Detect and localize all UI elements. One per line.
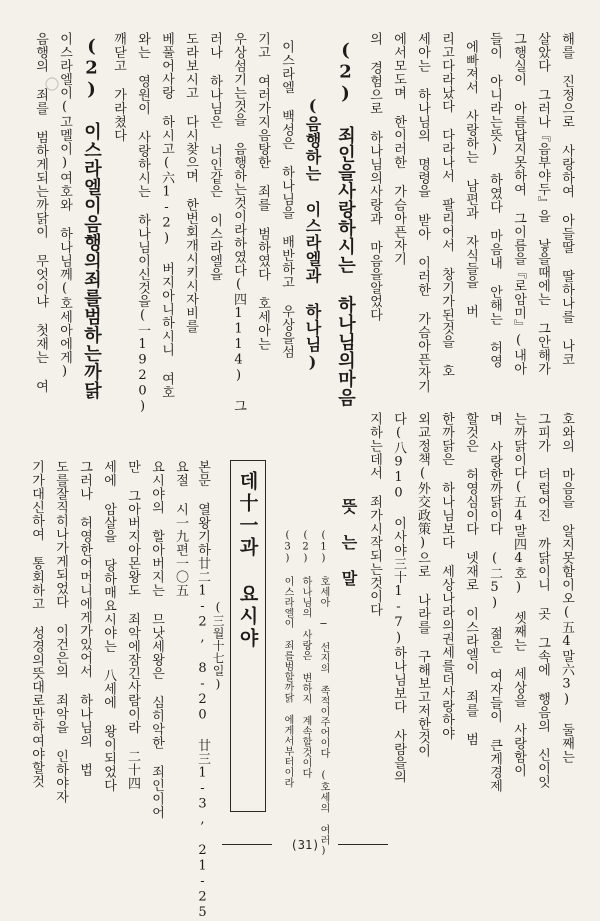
text-column: 베풀어사랑 하시고(六1-2) 버지아니하시니 여호 [159, 32, 174, 399]
text-column: 기가대신하여 통회하고 성경의뜻대로만하여야할것 [29, 460, 44, 788]
lesson-title-box [230, 460, 266, 812]
text-column: 며 사랑한까닭이다 (二5) 젊은 여자들이 큰게경제 [487, 412, 502, 793]
section-subheading: (음행하는 이스라엘과 하나님) [303, 96, 322, 372]
text-column: 이스라엘 백성은 하나님을 배반하고 우상을섬 [279, 40, 294, 359]
glossary-item: (3) 이스라엘이 죄를범할까닭 에게서부터이라 [282, 530, 293, 788]
text-column: 는까닭이다(五4말四4호) 셋째는 세상을 사랑함이 [511, 412, 526, 777]
text-column: 외교정책(外交政策)으로 나라를 구해보고저한것이 [415, 412, 430, 758]
text-column: 해를 진정으로 사랑하여 아들딸 딸하나를 나코 [559, 32, 574, 366]
glossary-title: 뜻 는 말 [339, 498, 358, 587]
text-column: 에서모도며 한이러한 가슴아픈자기 [391, 32, 406, 266]
text-column: 깨닫고 가라쳤다 [111, 32, 126, 142]
lesson-title: 데十一과 요시야 [236, 471, 259, 650]
text-column: 그피가 더럽어진 까닭이니 곳 그속에 행음의 신이잇 [535, 412, 550, 789]
section-heading: (2) 죄인을사랑하시는 하나님의마음 [335, 40, 356, 407]
text-column: 그러나 허영한어머니에게가있어서 하나님의 법 [77, 460, 92, 777]
text-column: 호와의 마음을 알지못함이오(五4말六3) 둘째는 [559, 412, 574, 764]
text-column: 이스라엘이(고멜이)여호와 하나님께(호세아에게) [57, 32, 72, 380]
text-column: 기고 여러가지음탕한 죄를 범하였다 호세아는 [255, 32, 270, 351]
text-column: 에빠져서 사랑하는 남편과 자식들을 버 [463, 40, 478, 318]
text-column: 할것은 허영심이다 넷재로 이스라엘이 죄를 범 [463, 412, 478, 746]
text-column: 지하는데서 죄가시작되는것이다 [367, 412, 382, 617]
text-column: 다(八910 이사야三十1-7)하나님보다 사람을의 [391, 412, 406, 783]
text-column: 들이 아니라는뜻) 하였다 마음내 안해는 허영 [487, 32, 502, 368]
text-column: 의 경험으로 하나님의사랑과 마음을알었다 [367, 32, 382, 322]
text-column: 한까닭은 하나님보다 세상나라의권세를더사랑하야 [439, 412, 454, 740]
stamp-mark-icon [44, 76, 60, 92]
lesson-date: (三월十七일) [211, 600, 225, 692]
page-number: (31) [290, 838, 320, 852]
text-column: 세에 암살을 당하매요시야는 八세에 왕이되었다 [101, 460, 116, 792]
section-heading: (2) 이스라엘이음행의죄를범하는까닭 [81, 36, 102, 400]
glossary-item: (1) 호세아 ─ 선지의 족적이주어이다 (호세의 여러) [318, 530, 329, 857]
text-column: 살았다 그러나『음부야두』을 낳을때에는 그안해가 [535, 32, 550, 376]
lesson-memory-verse: 요절 시一九편一〇五 [173, 460, 188, 597]
text-column: 우상섬기는것을 음행하는것이라하였다(四1114) 그 [231, 32, 246, 413]
glossary-item: (2) 하나님의 사랑은 변하지 계속할것이다 [300, 530, 311, 779]
text-column: 음행의 죄를 범하게되는까닭이 무엇이냐 첫재는 여 [33, 32, 48, 393]
text-column: 세아는 하나님의 명령을 받아 이러한 가슴아픈자기 [415, 32, 430, 393]
lesson-reference: 본문 열왕기하廿二1-2, 8-20 廿三1-3, 21-25 [195, 460, 210, 921]
text-column: 만 그아버지아몬왕도 죄악에잠긴사람이라 二十四 [125, 460, 140, 790]
text-column: 그행실이 아름답지못하여 그이름을『로암미』(내아 [511, 32, 526, 376]
text-column: 요시야의 할아버지는 므낫세왕은 심히악한 죄인이어 [149, 460, 164, 819]
text-column: 러나 하나님은 너인같은 이스라엘을 [207, 32, 222, 281]
text-column: 와는 영원이 사랑하시는 하나님이신것을(一1920) [135, 32, 150, 415]
text-column: 리고다라났다 다라나서 팔리어서 창기가된것을 호 [439, 32, 454, 378]
text-column: 도라보시고 다시찾으며 한번회개시키시자비를 [183, 32, 198, 333]
text-column: 도를잘직히나가게되었다 이건은의 죄악을 인하야자 [53, 460, 68, 804]
